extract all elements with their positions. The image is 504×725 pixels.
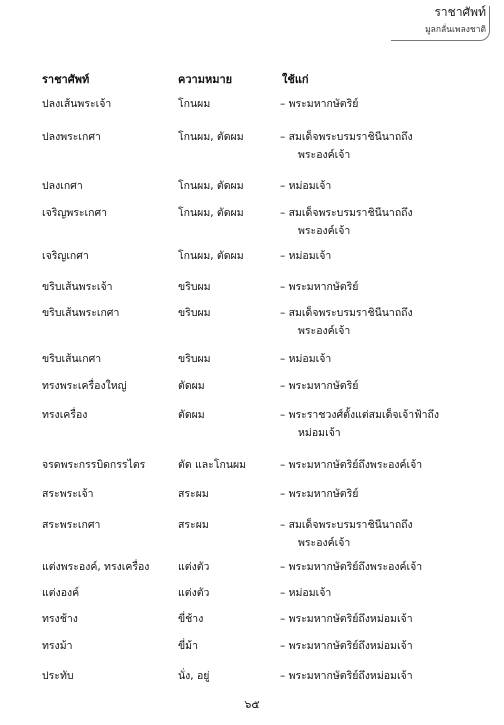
usage-cell xyxy=(280,516,413,552)
term-cell: ขริบเส้นเกศา xyxy=(42,353,102,365)
usage-cell xyxy=(280,128,413,164)
term-cell: แต่งพระองค์, ทรงเครื่อง xyxy=(42,561,150,573)
term-cell: เจริญเกศา xyxy=(42,250,89,262)
usage-line: – พระราชวงศ์ตั้งแต่สมเด็จเจ้าฟ้าถึง xyxy=(280,409,440,421)
usage-line: – สมเด็จพระบรมราชินีนาถถึง xyxy=(280,307,413,319)
usage-cell xyxy=(280,558,422,576)
usage-continuation-line: พระองค์เจ้า xyxy=(298,537,351,549)
page-number: ๖๕ xyxy=(244,698,260,711)
usage-line: – พระมหากษัตริย์ xyxy=(280,98,359,110)
term-cell: แต่งองค์ xyxy=(42,587,80,599)
term-cell: ขริบเส้นพระเกศา xyxy=(42,307,120,319)
meaning-cell: สระผม xyxy=(178,519,209,531)
usage-line: – พระมหากษัตริย์ถึงหม่อมเจ้า xyxy=(280,670,413,682)
usage-continuation-line: พระองค์เจ้า xyxy=(298,325,351,337)
usage-line: – พระมหากษัตริย์ถึงหม่อมเจ้า xyxy=(280,640,413,652)
usage-line: – พระมหากษัตริย์ถึงพระองค์เจ้า xyxy=(280,561,423,573)
usage-line: – พระมหากษัตริย์ถึงหม่อมเจ้า xyxy=(280,613,413,625)
column-header-usage: ใช้แก่ xyxy=(282,73,309,86)
usage-continuation-line: หม่อมเจ้า xyxy=(298,427,341,439)
table-row xyxy=(0,204,504,244)
table-row xyxy=(0,304,504,344)
meaning-cell: ขริบผม xyxy=(178,281,211,293)
usage-cell xyxy=(280,406,439,442)
usage-line: – หม่อมเจ้า xyxy=(280,180,332,192)
term-cell: ทรงเครื่อง xyxy=(42,409,88,421)
term-cell: ทรงช้าง xyxy=(42,613,78,625)
term-cell: สระพระเจ้า xyxy=(42,488,94,500)
column-header-term: ราชาศัพท์ xyxy=(42,73,90,86)
usage-cell xyxy=(280,95,358,113)
usage-cell xyxy=(280,350,331,368)
usage-cell xyxy=(280,485,358,503)
term-cell: จรดพระกรรบิดกรรไตร xyxy=(42,459,146,471)
usage-cell xyxy=(280,637,413,655)
running-header-subtitle: มูลกลั่นเพลงชาติ xyxy=(425,25,486,35)
meaning-cell: โกนผม, ตัดผม xyxy=(178,180,244,192)
table-row xyxy=(0,406,504,446)
term-cell: ประทับ xyxy=(42,670,74,682)
usage-continuation-line: พระองค์เจ้า xyxy=(298,225,351,237)
meaning-cell: ตัดผม xyxy=(178,409,205,421)
meaning-cell: ตัดผม xyxy=(178,380,205,392)
meaning-cell: โกนผม, ตัดผม xyxy=(178,207,244,219)
term-cell: สระพระเกศา xyxy=(42,519,101,531)
usage-line: – สมเด็จพระบรมราชินีนาถถึง xyxy=(280,207,413,219)
usage-line: – หม่อมเจ้า xyxy=(280,353,332,365)
table-row xyxy=(0,128,504,168)
column-header-meaning: ความหมาย xyxy=(178,73,233,86)
meaning-cell: แต่งตัว xyxy=(178,587,210,599)
meaning-cell: โกนผม xyxy=(178,98,211,110)
meaning-cell: สระผม xyxy=(178,488,209,500)
term-cell: ทรงม้า xyxy=(42,640,73,652)
term-cell: ปลงเส้นพระเจ้า xyxy=(42,98,112,110)
meaning-cell: แต่งตัว xyxy=(178,561,210,573)
meaning-cell: ขี่ม้า xyxy=(178,640,198,652)
usage-cell xyxy=(280,204,413,240)
meaning-cell: ตัด และโกนผม xyxy=(178,459,247,471)
usage-cell xyxy=(280,247,331,265)
usage-cell xyxy=(280,584,331,602)
term-cell: ทรงพระเครื่องใหญ่ xyxy=(42,380,127,392)
meaning-cell: ขี่ช้าง xyxy=(178,613,204,625)
usage-line: – หม่อมเจ้า xyxy=(280,587,332,599)
term-cell: เจริญพระเกศา xyxy=(42,207,108,219)
usage-cell xyxy=(280,177,331,195)
usage-cell xyxy=(280,667,413,685)
table-row xyxy=(0,516,504,556)
running-header-title: ราชาศัพท์ xyxy=(434,5,486,19)
usage-line: – พระมหากษัตริย์ xyxy=(280,380,359,392)
meaning-cell: ขริบผม xyxy=(178,307,211,319)
usage-cell xyxy=(280,304,413,340)
usage-line: – พระมหากษัตริย์ xyxy=(280,488,359,500)
meaning-cell: โกนผม, ตัดผม xyxy=(178,250,244,262)
usage-cell xyxy=(280,377,358,395)
meaning-cell: โกนผม, ตัดผม xyxy=(178,131,244,143)
usage-cell xyxy=(280,278,358,296)
term-cell: ปลงเกศา xyxy=(42,180,83,192)
usage-cell xyxy=(280,610,413,628)
term-cell: ขริบเส้นพระเจ้า xyxy=(42,281,113,293)
term-cell: ปลงพระเกศา xyxy=(42,131,101,143)
usage-line: – หม่อมเจ้า xyxy=(280,250,332,262)
usage-line: – พระมหากษัตริย์ xyxy=(280,281,359,293)
usage-cell xyxy=(280,456,422,474)
meaning-cell: นั่ง, อยู่ xyxy=(178,670,210,682)
usage-line: – สมเด็จพระบรมราชินีนาถถึง xyxy=(280,519,413,531)
usage-line: – พระมหากษัตริย์ถึงพระองค์เจ้า xyxy=(280,459,423,471)
usage-line: – สมเด็จพระบรมราชินีนาถถึง xyxy=(280,131,413,143)
meaning-cell: ขริบผม xyxy=(178,353,211,365)
usage-continuation-line: พระองค์เจ้า xyxy=(298,149,351,161)
